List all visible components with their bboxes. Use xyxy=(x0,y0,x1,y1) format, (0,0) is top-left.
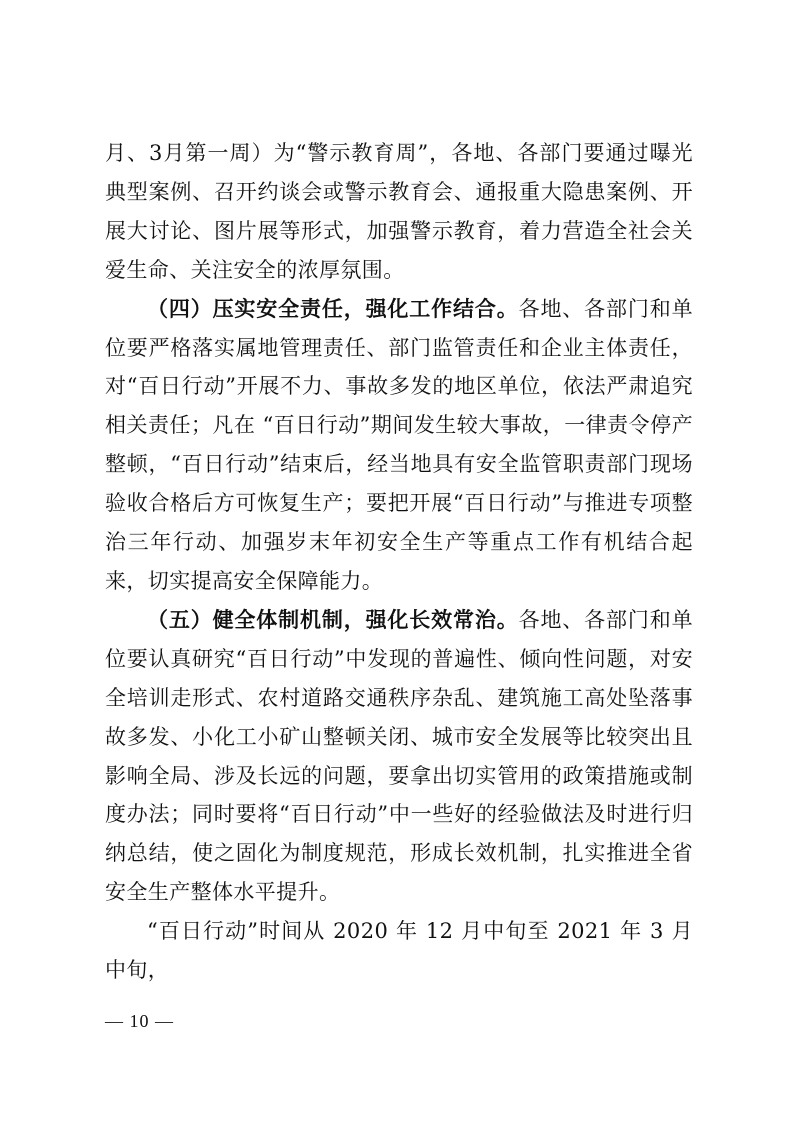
section-4-heading: （四）压实安全责任，强化工作结合。 xyxy=(147,295,519,321)
paragraph-4-text: “百日行动”时间从 2020 年 12 月中旬至 2021 年 3 月中旬， xyxy=(105,919,693,983)
paragraph-2-text: 各地、各部门和单位要严格落实属地管理责任、部门监管责任和企业主体责任，对“百日行动”开展不力、事故多发的地区单位，依法严肃追究相关责任；凡在 “百日行动”期间发生较大事故，一律责令停产整顿，“百日行动”结束后，经当地具有安全监管职责部门现场验收合格后方可恢复生产；要把开展“百日行动”与推进专项整治三年行动、加强岁末年初安全生产等重点工作有机结合起来，切实提高安全保障能力。 xyxy=(105,296,693,593)
paragraph-1 xyxy=(105,134,693,290)
paragraph-3-text: 各地、各部门和单位要认真研究“百日行动”中发现的普遍性、倾向性问题，对安全培训走形式、农村道路交通秩序杂乱、建筑施工高处坠落事故多发、小化工小矿山整顿关闭、城市安全发展等比较突出且影响全局、涉及长远的问题，要拿出切实管用的政策措施或制度办法；同时要将“百日行动”中一些好的经验做法及时进行归纳总结，使之固化为制度规范，形成长效机制，扎实推进全省安全生产整体水平提升。 xyxy=(105,607,693,905)
body-text xyxy=(105,134,693,990)
section-5-heading: （五）健全体制机制，强化长效常治。 xyxy=(147,606,519,632)
paragraph-2 xyxy=(105,290,693,601)
paragraph-3 xyxy=(105,601,693,912)
page-number: — 10 — xyxy=(105,1011,174,1031)
paragraph-1-text: 月、3月第一周）为“警示教育周”，各地、各部门要通过曝光典型案例、召开约谈会或警示教育会、通报重大隐患案例、开展大讨论、图片展等形式，加强警示教育，着力营造全社会关爱生命、关注安全的浓厚氛围。 xyxy=(105,141,693,282)
paragraph-4 xyxy=(105,912,693,990)
